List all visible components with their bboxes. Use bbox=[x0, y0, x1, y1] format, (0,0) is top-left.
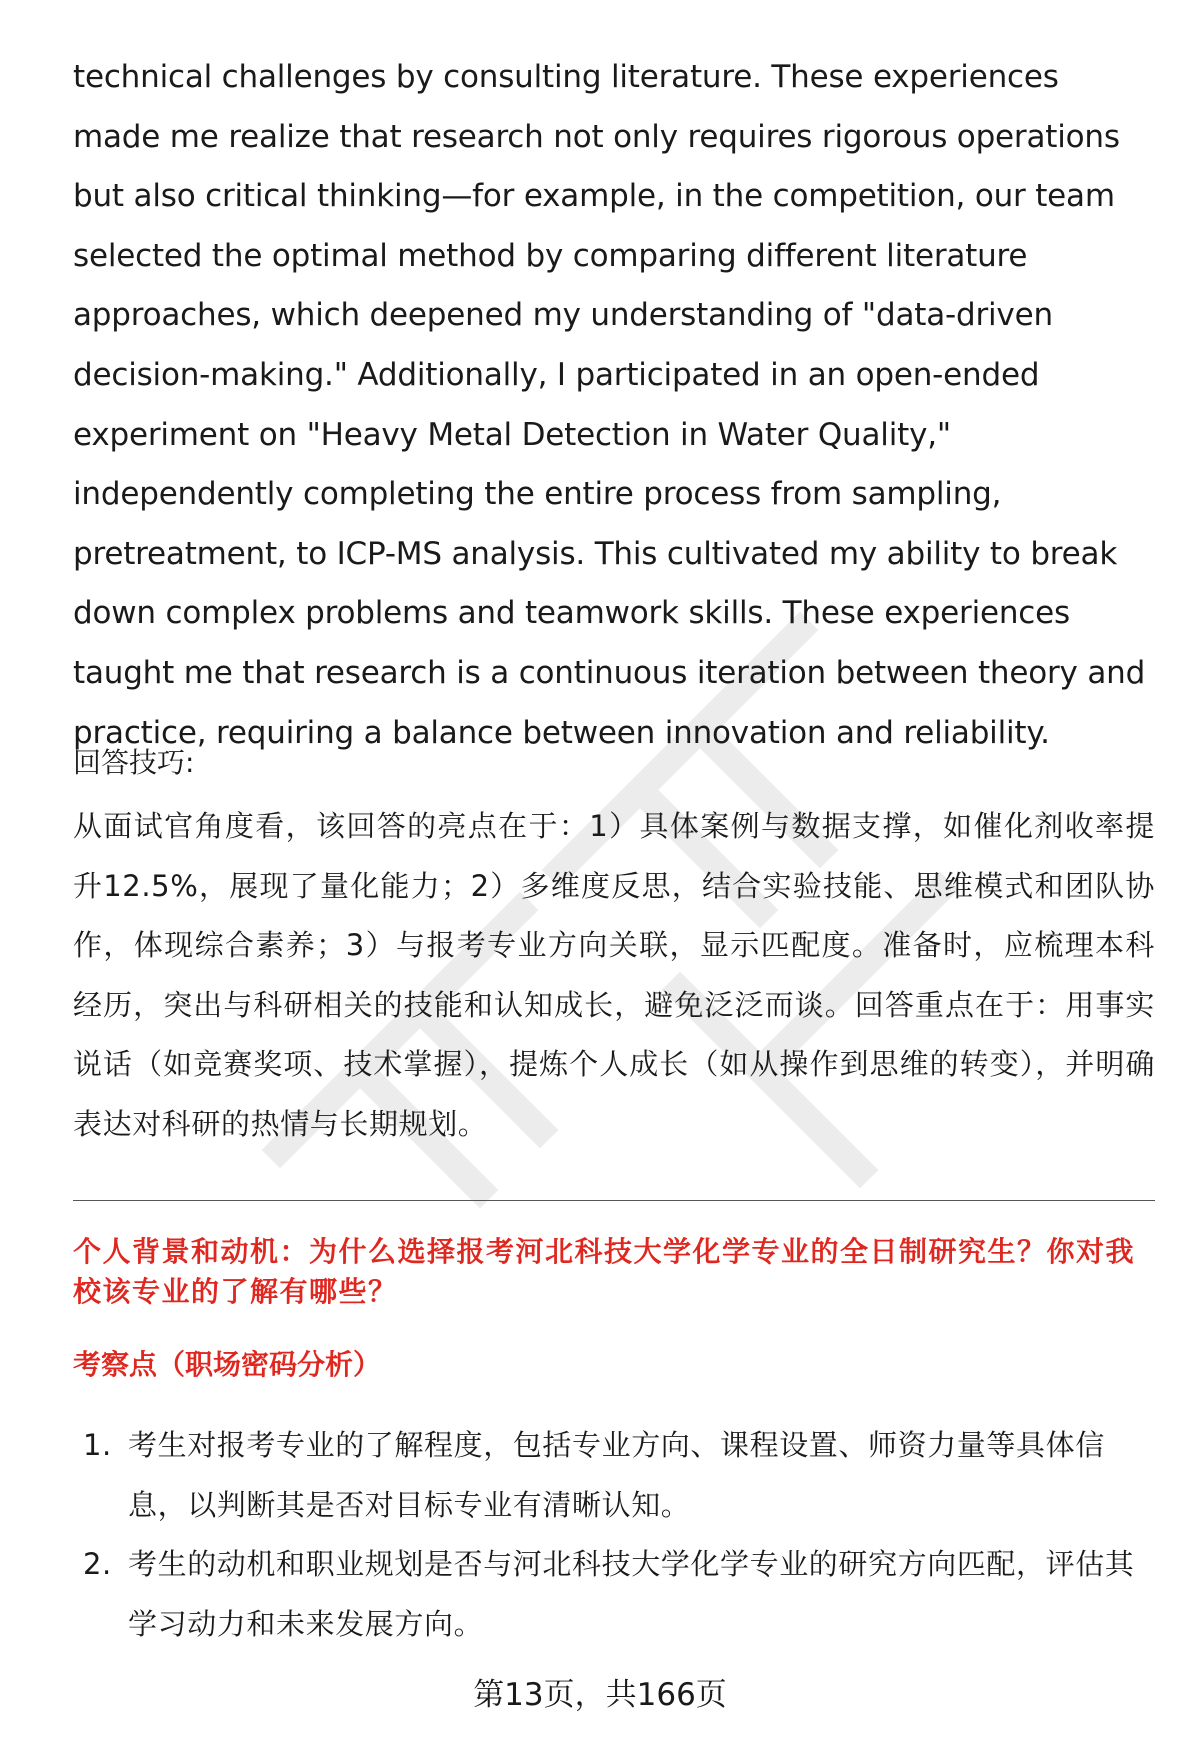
interview-question: 个人背景和动机：为什么选择报考河北科技大学化学专业的全日制研究生？你对我校该专业的了解有哪些？ bbox=[73, 1235, 1136, 1308]
list-number: 1. bbox=[83, 1428, 112, 1462]
tips-heading: 回答技巧: bbox=[73, 746, 195, 779]
english-answer-paragraph: technical challenges by consulting literature. These experiences made me realize that research not only requires rigorous operations but also critical thinking—for example, in the competition, our team selected the optimal method by comparing different literature approaches, which deepened my understanding of "data-driven decision-making." Additionally, I participated in an open-ended experiment on "Heavy Metal Detection in Water Quality," independently completing the entire process from sampling, pretreatment, to ICP-MS analysis. This cultivated my ability to break down complex problems and teamwork skills. These experiences taught me that research is a continuous iteration between theory and practice, requiring a balance between innovation and reliability. bbox=[73, 59, 1146, 751]
tips-paragraph: 从面试官角度看，该回答的亮点在于：1）具体案例与数据支撑，如催化剂收率提升12.5%，展现了量化能力；2）多维度反思，结合实验技能、思维模式和团队协作，体现综合素养；3）与报考专业方向关联，显示匹配度。准备时，应梳理本科经历，突出与科研相关的技能和认知成长，避免泛泛而谈。回答重点在于：用事实说话（如竞赛奖项、技术掌握），提炼个人成长（如从操作到思维的转变），并明确表达对科研的热情与长期规划。 bbox=[73, 809, 1155, 1141]
list-item-text: 考生的动机和职业规划是否与河北科技大学化学专业的研究方向匹配，评估其学习动力和未来发展方向。 bbox=[128, 1547, 1135, 1641]
list-item-text: 考生对报考专业的了解程度，包括专业方向、课程设置、师资力量等具体信息，以判断其是否对目标专业有清晰认知。 bbox=[128, 1428, 1105, 1522]
list-number: 2. bbox=[83, 1547, 112, 1582]
list-item bbox=[73, 1416, 1155, 1535]
analysis-title: 考察点（职场密码分析） bbox=[73, 1348, 382, 1381]
list-item bbox=[73, 1535, 1155, 1654]
section-divider bbox=[73, 1200, 1155, 1201]
page-footer: 第13页，共166页 bbox=[473, 1677, 727, 1713]
analysis-list bbox=[73, 1416, 1155, 1654]
